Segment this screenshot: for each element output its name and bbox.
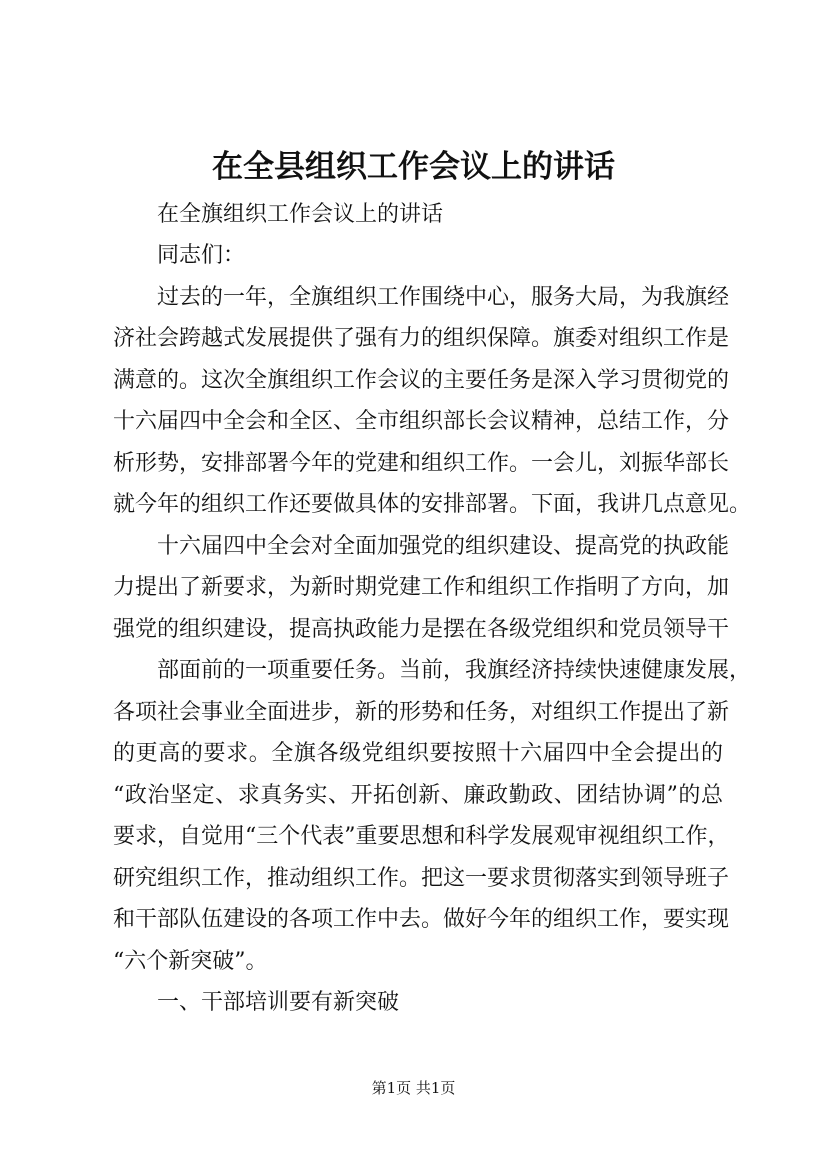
paragraph-line: 力提出了新要求，为新时期党建工作和组织工作指明了方向，加	[113, 575, 730, 600]
paragraph-line: “六个新突破”。	[113, 949, 268, 974]
paragraph-line: 部面前的一项重要任务。当前，我旗经济持续快速健康发展，	[157, 658, 752, 683]
paragraph-line: 析形势，安排部署今年的党建和组织工作。一会儿，刘振华部长	[113, 451, 730, 476]
paragraph-line: 满意的。这次全旗组织工作会议的主要任务是深入学习贯彻党的	[113, 368, 730, 393]
subtitle-line: 在全旗组织工作会议上的讲话	[157, 202, 444, 227]
paragraph-line: 要求，自觉用“三个代表”重要思想和科学发展观审视组织工作，	[113, 824, 730, 849]
paragraph-line: 十六届四中全会对全面加强党的组织建设、提高党的执政能	[157, 534, 730, 559]
paragraph-line: 强党的组织建设，提高执政能力是摆在各级党组织和党员领导干	[113, 617, 730, 642]
salutation-line: 同志们：	[157, 243, 246, 268]
section-heading: 一、干部培训要有新突破	[157, 990, 400, 1015]
document-title: 在全县组织工作会议上的讲话	[212, 149, 615, 185]
paragraph-line: 十六届四中全会和全区、全市组织部长会议精神，总结工作，分	[113, 409, 730, 434]
paragraph-line: 就今年的组织工作还要做具体的安排部署。下面，我讲几点意见。	[113, 492, 752, 517]
paragraph-line: 过去的一年，全旗组织工作围绕中心，服务大局，为我旗经	[157, 285, 730, 310]
paragraph-line: 济社会跨越式发展提供了强有力的组织保障。旗委对组织工作是	[113, 326, 730, 351]
paragraph-line: 研究组织工作，推动组织工作。把这一要求贯彻落实到领导班子	[113, 866, 730, 891]
paragraph-line: 的更高的要求。全旗各级党组织要按照十六届四中全会提出的	[113, 741, 723, 766]
page-footer: 第1页 共1页	[371, 1079, 456, 1097]
paragraph-line: “政治坚定、求真务实、开拓创新、廉政勤政、团结协调”的总	[113, 783, 723, 808]
paragraph-line: 各项社会事业全面进步，新的形势和任务，对组织工作提出了新	[113, 700, 730, 725]
paragraph-line: 和干部队伍建设的各项工作中去。做好今年的组织工作，要实现	[113, 907, 730, 932]
